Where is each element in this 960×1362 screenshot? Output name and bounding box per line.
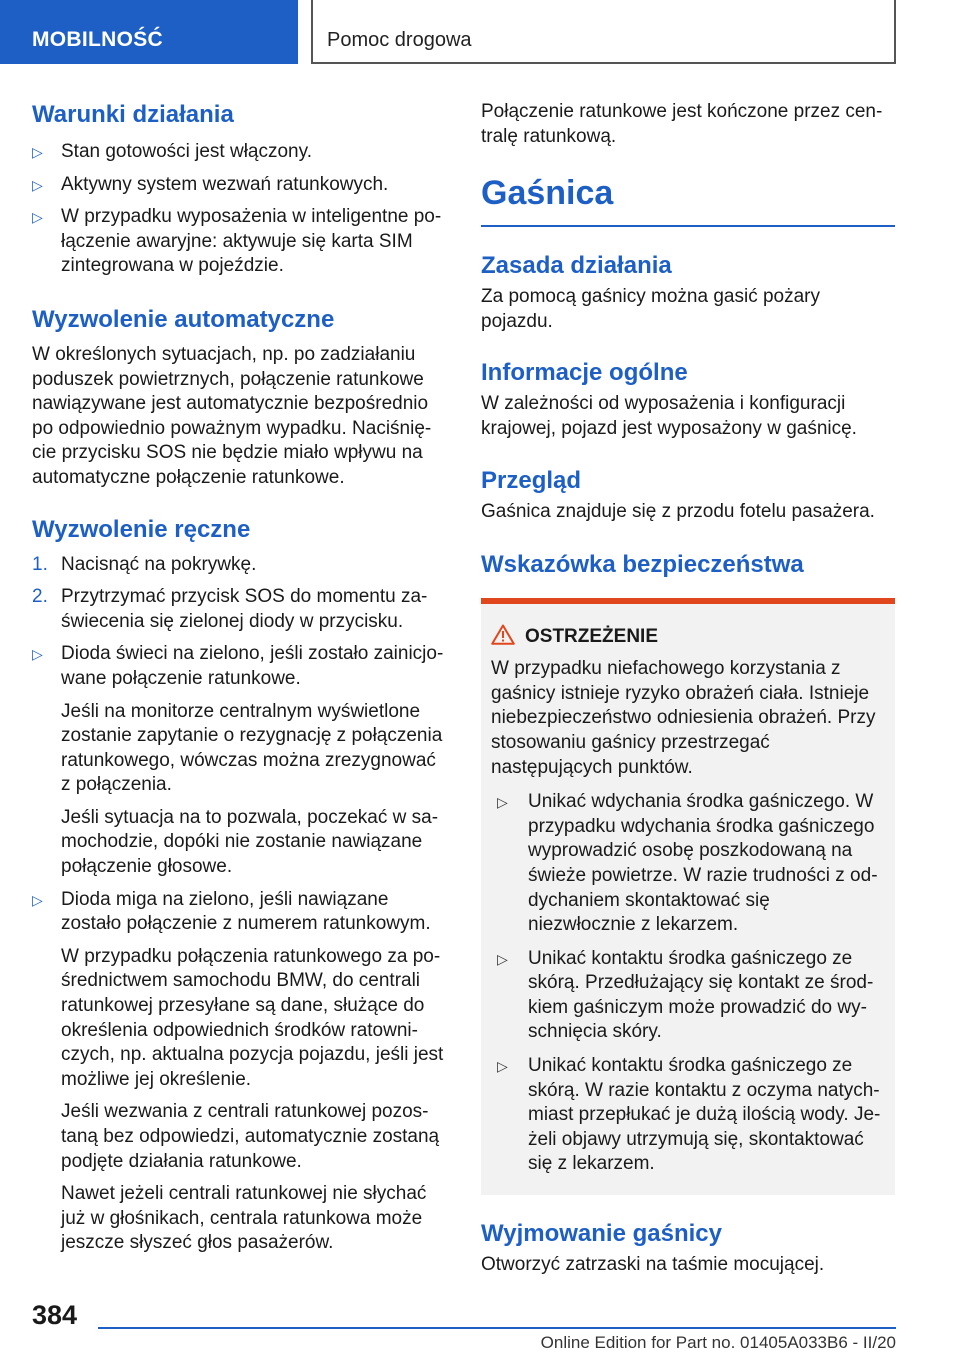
paragraph: Jeśli wezwania z centrali ratunkowej pozostaną bez odpowiedzi, automatycznie zostaną podjęte działania ratunkowe. [61,1101,440,1172]
right-column [481,100,895,1278]
auto-text: W określonych sytuacjach, np. po zadziałaniu poduszek powietrznych, połączenie ratunkowe nawiązywane jest automatycznie bezpośrednio po odpowiednio poważnym wypadku. Naciśnięcie przycisku SOS nie będzie miało wpływu na automatyczne połączenie ratunkowe. [32,343,432,488]
info-text: W zależności od wyposażenia i konfiguracji krajowej, pojazd jest wyposażony w gaśnicę. [481,393,857,439]
section-label: MOBILNOŚĆ [32,28,164,51]
bullet-icon: ▷ [497,794,508,811]
chapter-title: Pomoc drogowa [327,29,472,51]
bullet-icon: ▷ [32,176,43,193]
heading-gasnica: Gaśnica [481,173,895,227]
bullet-icon: ▷ [497,950,508,967]
chapter-header [311,0,896,64]
bullet-icon: ▷ [497,1058,508,1075]
bullet-icon: ▷ [32,646,43,663]
footer-edition: Online Edition for Part no. 01405A033B6 - II/20 [540,1333,896,1352]
paragraph: W przypadku połączenia ratunkowego za pośrednictwem samochodu BMW, do centrali ratunkowej przesyłane są dane, służące do określenia odpowiednich środków ratowniczych, np. aktualna pozycja pojazdu, jeśli jest możliwe jej określenie. [61,945,444,1090]
bullet-icon: ▷ [32,209,43,226]
paragraph: Nawet jeżeli centrali ratunkowej nie słychać już w głośnikach, centrala ratunkowa może jeszcze słyszeć głos pasażerów. [61,1183,427,1254]
paragraph: Jeśli sytuacja na to pozwala, poczekać w samochodzie, dopóki nie zostanie nawiązane połączenie głosowe. [61,806,439,878]
list-item: ▷ W przypadku wyposażenia w inteligentne połączenie awaryjne: aktywuje się karta SIM zintegrowana w pojeździe. [32,206,442,277]
warning-title: OSTRZEŻENIE [491,624,881,649]
blink-list [32,888,448,937]
step-item: 1. Nacisnąć na pokrywkę. [32,553,257,575]
heading-zasada: Zasada działania [481,252,672,280]
heading-safety: Wskazówka bezpieczeństwa [481,551,804,579]
przeglad-text: Gaśnica znajduje się z przodu fotelu pasażera. [481,500,875,522]
heading-wyjmowanie: Wyjmowanie gaśnicy [481,1220,722,1248]
bullet-icon: ▷ [32,144,43,160]
list-item: ▷ Dioda świeci na zielono, jeśli zostało zainicjowane połączenie ratunkowe. [32,643,444,689]
manual-steps [32,553,448,692]
page-number: 384 [32,1300,78,1330]
conditions-list [32,140,448,279]
warning-text: W przypadku niefachowego korzystania z gaśnicy istnieje ryzyko obrażeń ciała. Istnieje niebezpieczeństwo odniesienia obrażeń. Przy stosowaniu gaśnicy przestrzegać następujących punktów. [491,658,876,778]
intro-text: Połączenie ratunkowe jest kończone przez centralę ratunkową. [481,101,883,147]
wyjmowanie-text: Otworzyć zatrzaski na taśmie mocującej. [481,1254,825,1276]
list-item: ▷ Stan gotowości jest włączony. [32,140,448,165]
warning-list [487,790,881,1177]
step-item: 2. Przytrzymać przycisk SOS do momentu zaświecenia się zielonej diody w przycisku. [32,586,428,632]
heading-przeglad: Przegląd [481,466,582,494]
list-item: ▷ Unikać kontaktu środka gaśniczego ze skórą. Przedłużający się kontakt ze środkiem gaśniczym może prowadzić do wyschnięcia skóry. [497,947,874,1043]
list-item: ▷ Unikać wdychania środka gaśniczego. W przypadku wdychania środka gaśniczego wyprowadzić osobę poszkodowaną na świeże powietrze. W razie trudności z oddychaniem skontaktować się niezwłocznie z lekarzem. [497,791,878,936]
paragraph: Jeśli na monitorze centralnym wyświetlone zostanie zapytanie o rezygnację z połączenia ratunkowego, wówczas można zrezygnować z połączenia. [61,700,443,796]
warning-triangle-icon [491,624,515,645]
heading-info: Informacje ogólne [481,359,688,387]
zasada-text: Za pomocą gaśnicy można gasić pożary pojazdu. [481,286,820,332]
section-tab [0,0,298,64]
warning-box [481,598,895,1195]
heading-warunki: Warunki działania [32,101,234,128]
heading-manual: Wyzwolenie ręczne [32,515,251,543]
footer-divider [98,1327,896,1329]
list-item: ▷ Dioda miga na zielono, jeśli nawiązane zostało połączenie z numerem ratunkowym. [32,888,431,935]
heading-auto: Wyzwolenie automatyczne [32,305,335,333]
list-item: ▷ Unikać kontaktu środka gaśniczego ze skórą. W razie kontaktu z oczyma natychmiast przepłukać je dużą ilością wody. Jeżeli objawy utrzymują się, skontaktować się z lekarzem. [497,1055,881,1175]
bullet-icon: ▷ [32,891,43,908]
list-item: ▷ Aktywny system wezwań ratunkowych. [32,173,448,198]
left-column [32,100,448,1256]
